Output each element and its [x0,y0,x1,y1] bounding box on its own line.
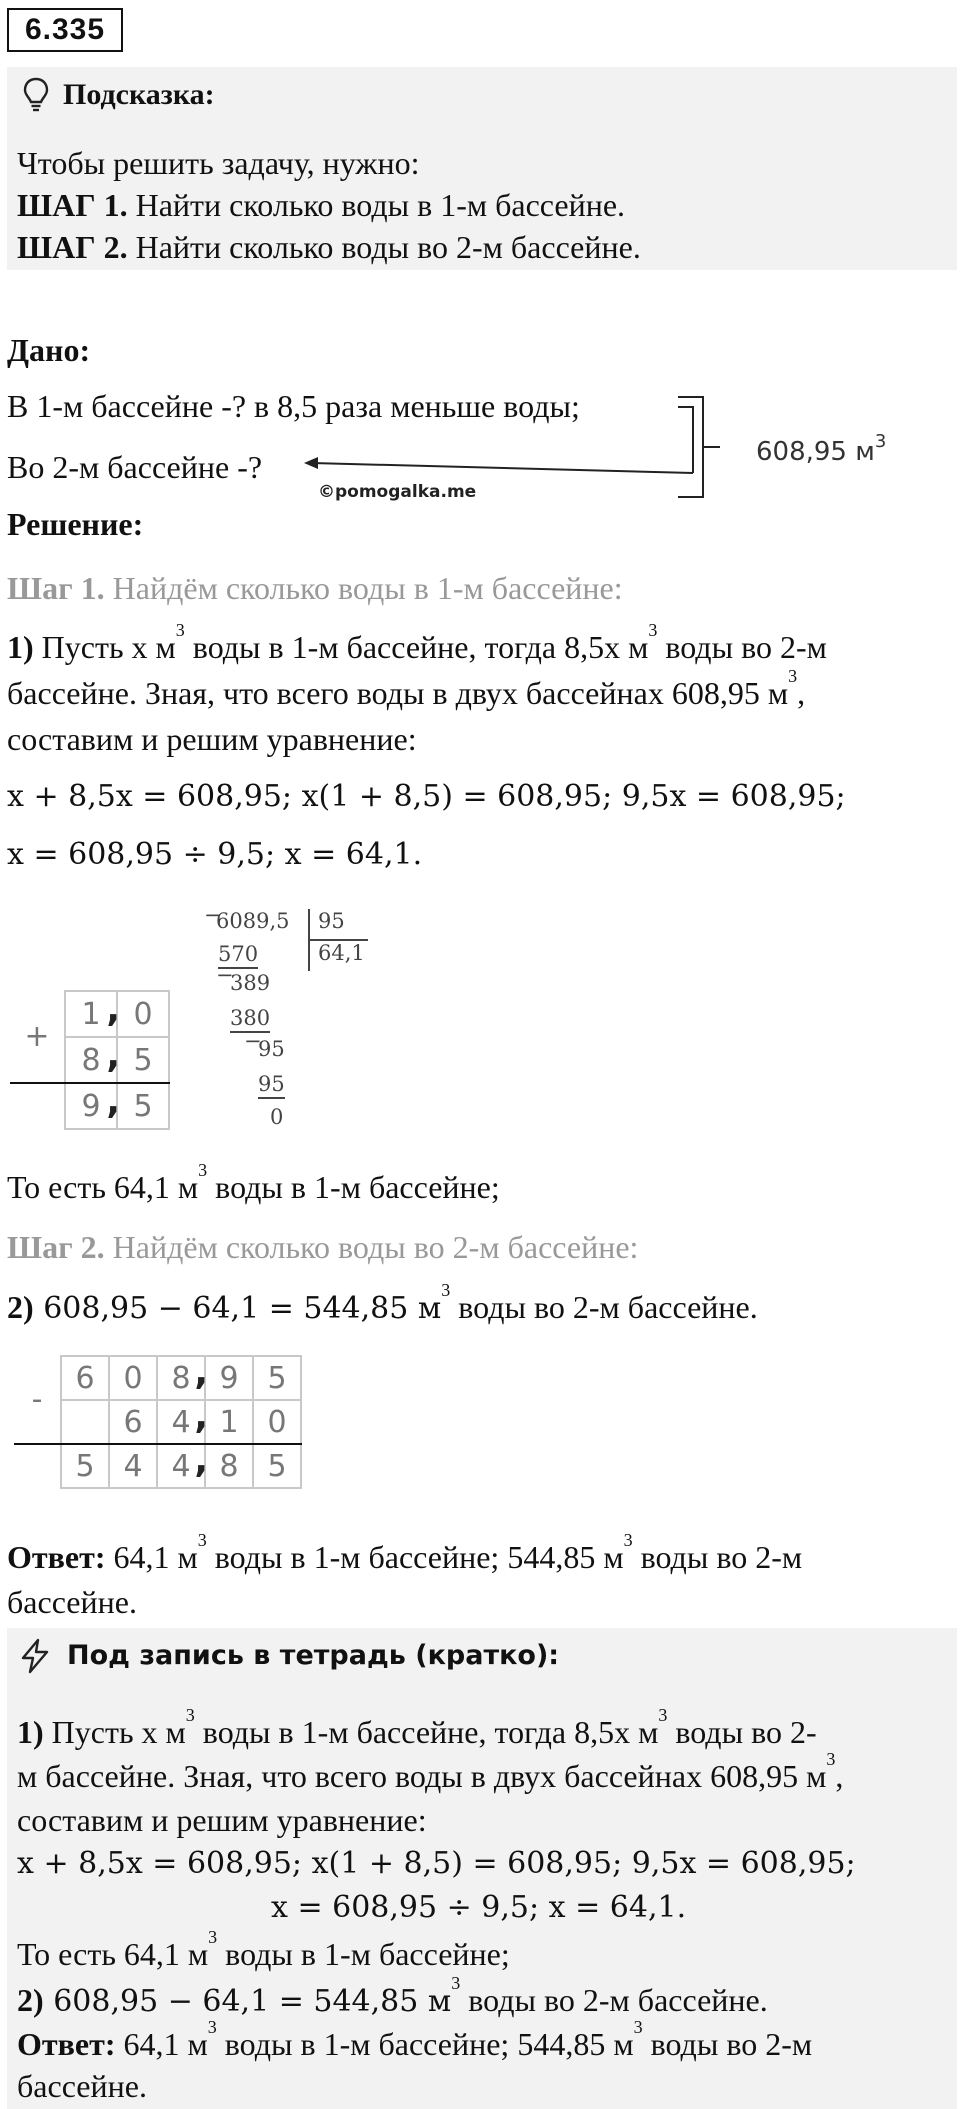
given-line-2: Во 2-м бассейне -? [7,449,263,485]
solution-p2: 2) 608,95 − 64,1 = 544,85 $м^3$ воды во 2-м бассейне. [7,1280,758,1326]
solution-p1-line1: 1) Пусть x $м^3$ воды в 1-м бассейне, тогда 8,5x $м^3$ воды во 2-м [7,620,827,665]
equation-1: x + 8,5x = 608,95; x(1 + 8,5) = 608,95; 9,5x = 608,95; [7,779,846,814]
addition-grid: + 1 , 0 8 , 5 9 , 5 [10,990,170,1130]
solution-p1-line2: бассейне. Зная, что всего воды в двух бассейнах 608,95 $м^3$, [7,666,806,711]
hint-intro: Чтобы решить задачу, нужно: [17,145,420,181]
hint-step-1: ШАГ 1. Найти сколько воды в 1-м бассейне. [17,187,626,223]
divisor: 95 [318,909,345,933]
hint-title: Подсказка: [63,78,215,111]
notebook-line-6: То есть 64,1 $м^3$ воды в 1-м бассейне; [17,1927,510,1972]
quotient: 64,1 [318,941,365,965]
notebook-line-5: x = 608,95 ÷ 9,5; x = 64,1. [271,1890,687,1925]
notebook-line-2: м бассейне. Зная, что всего воды в двух бассейнах 608,95 $м^3$, [17,1749,844,1794]
answer-line-1: Ответ: 64,1 $м^3$ воды в 1-м бассейне; 544,85 $м^3$ воды во 2-м [7,1530,803,1575]
given-title: Дано: [7,332,91,368]
given-total: 608,95 $м^3$ [756,431,887,467]
solution-title: Решение: [7,506,144,542]
step-2-heading: Шаг 2. Найдём сколько воды во 2-м бассейне: [7,1229,639,1265]
notebook-line-1: 1) Пусть x $м^3$ воды в 1-м бассейне, тогда 8,5x $м^3$ воды во 2- [17,1705,817,1750]
subtraction-grid: - 6 0 8 , 9 5 6 4 , 1 0 5 4 4 , 8 5 [14,1355,302,1489]
equation-2: x = 608,95 ÷ 9,5; x = 64,1. [7,837,423,872]
notebook-line-7: 2) 608,95 − 64,1 = 544,85 $м^3$ воды во 2-м бассейне. [17,1973,768,2019]
given-line-1: В 1-м бассейне -? в 8,5 раза меньше воды; [7,388,580,424]
notebook-line-8: Ответ: 64,1 $м^3$ воды в 1-м бассейне; 544,85 $м^3$ воды во 2-м [17,2017,813,2062]
notebook-line-4: x + 8,5x = 608,95; x(1 + 8,5) = 608,95; 9,5x = 608,95; [17,1846,856,1881]
answer-line-2: бассейне. [7,1584,137,1620]
hint-box [7,67,957,270]
lightning-icon [17,1638,53,1674]
notebook-line-3: составим и решим уравнение: [17,1802,427,1838]
dividend: 6089,5 [216,909,290,933]
result-1: То есть 64,1 $м^3$ воды в 1-м бассейне; [7,1160,500,1205]
watermark: ©pomogalka.me [318,482,477,502]
notebook-title: Под запись в тетрадь (кратко): [67,1640,560,1671]
notebook-box [7,1628,957,2109]
lightbulb-icon [23,77,49,113]
step-1-heading: Шаг 1. Найдём сколько воды в 1-м бассейне: [7,570,623,606]
problem-number: 6.335 [7,8,123,52]
hint-step-2: ШАГ 2. Найти сколько воды во 2-м бассейне. [17,229,641,265]
solution-p1-line3: составим и решим уравнение: [7,721,417,757]
notebook-line-9: бассейне. [17,2068,147,2104]
long-division: − 6089,5 95 64,1 570 − 389 380 − 95 95 0 [200,905,380,1145]
